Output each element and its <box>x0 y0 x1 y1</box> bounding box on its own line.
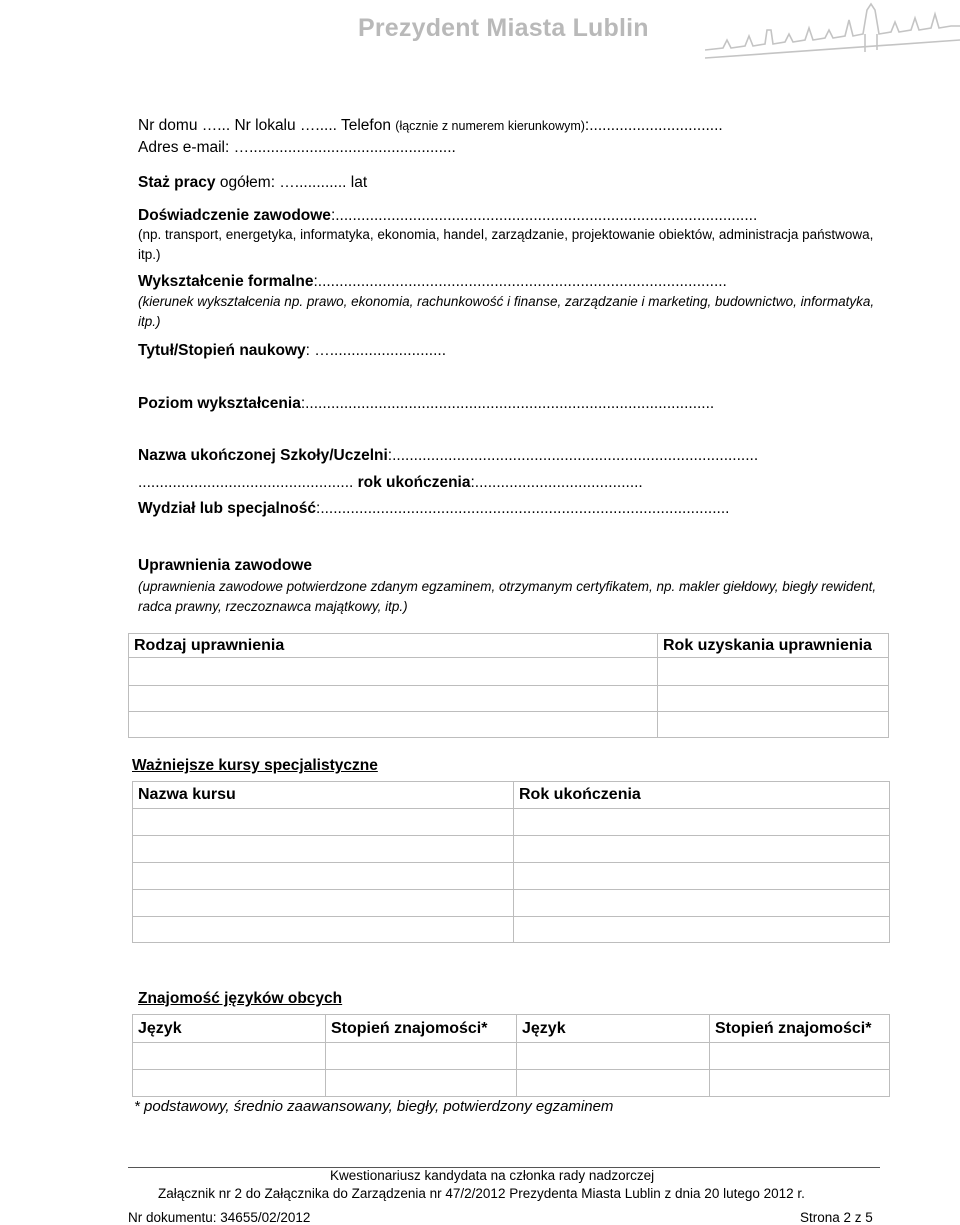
experience-line <box>138 207 757 225</box>
table-cell[interactable] <box>326 1043 517 1070</box>
email-line: Adres e-mail: …................................................ <box>138 139 456 156</box>
rights-heading: Uprawnienia zawodowe <box>138 557 312 574</box>
table-cell[interactable] <box>514 890 890 917</box>
education-level-line <box>138 395 714 413</box>
table-cell[interactable] <box>658 686 889 712</box>
phone-dots: :............................... <box>584 117 723 134</box>
contact-line <box>138 117 723 135</box>
graduation-year-line <box>138 474 643 492</box>
table-cell[interactable] <box>133 809 514 836</box>
courses-col-name: Nazwa kursu <box>133 782 514 809</box>
education-level-dots: :............................................................................................... <box>300 395 715 412</box>
table-cell[interactable] <box>133 890 514 917</box>
rights-table <box>128 633 889 738</box>
seniority-value: ogółem: …............ lat <box>215 174 368 191</box>
phone-hint: (łącznie z numerem kierunkowym) <box>395 119 585 133</box>
experience-note: (np. transport, energetyka, informatyka, ekonomia, handel, zarządzanie, projektowanie obiektów, administracja państwowa, itp.) <box>138 227 874 262</box>
graduation-year-dots: :....................................... <box>470 474 643 491</box>
house-phone-text: Nr domu …... Nr lokalu …..... Telefon <box>138 117 396 134</box>
table-cell[interactable] <box>129 658 658 686</box>
languages-col-level-1: Stopień znajomości* <box>326 1015 517 1043</box>
faculty-line <box>138 500 729 518</box>
table-cell[interactable] <box>710 1070 890 1097</box>
table-cell[interactable] <box>517 1070 710 1097</box>
school-label: Nazwa ukończonej Szkoły/Uczelni <box>138 447 388 464</box>
academic-title-line <box>138 342 446 360</box>
table-cell[interactable] <box>710 1043 890 1070</box>
courses-heading: Ważniejsze kursy specjalistyczne <box>132 757 378 774</box>
lublin-skyline-logo <box>705 0 960 80</box>
footer-attachment: Załącznik nr 2 do Załącznika do Zarządzenia nr 47/2/2012 Prezydenta Miasta Lublin z dnia 20 lutego 2012 r. <box>158 1186 805 1201</box>
table-cell[interactable] <box>658 712 889 738</box>
table-cell[interactable] <box>514 863 890 890</box>
formal-education-dots: :............................................................................................... <box>313 273 727 290</box>
footer-doc-number: Nr dokumentu: 34655/02/2012 <box>128 1210 311 1225</box>
table-cell[interactable] <box>658 658 889 686</box>
school-line <box>138 447 758 465</box>
table-cell[interactable] <box>129 686 658 712</box>
table-cell[interactable] <box>133 863 514 890</box>
table-cell[interactable] <box>514 836 890 863</box>
languages-col-language-2: Język <box>517 1015 710 1043</box>
table-cell[interactable] <box>133 1070 326 1097</box>
table-cell[interactable] <box>133 1043 326 1070</box>
experience-label: Doświadczenie zawodowe <box>138 207 331 224</box>
footer-form-title: Kwestionariusz kandydata na członka rady nadzorczej <box>330 1168 655 1183</box>
graduation-year-label: rok ukończenia <box>353 474 471 491</box>
table-cell[interactable] <box>133 917 514 943</box>
languages-table <box>132 1014 890 1097</box>
experience-dots: :.................................................................................................. <box>330 207 758 224</box>
footer-page-number: Strona 2 z 5 <box>800 1210 873 1225</box>
rights-col-type: Rodzaj uprawnienia <box>129 634 658 658</box>
languages-col-level-2: Stopień znajomości* <box>710 1015 890 1043</box>
faculty-dots: :............................................................................................... <box>316 500 730 517</box>
academic-title-label: Tytuł/Stopień naukowy <box>138 342 306 359</box>
table-cell[interactable] <box>326 1070 517 1097</box>
table-cell[interactable] <box>514 809 890 836</box>
header-title: Prezydent Miasta Lublin <box>358 14 649 42</box>
languages-heading: Znajomość języków obcych <box>138 990 343 1007</box>
formal-education-note: (kierunek wykształcenia np. prawo, ekonomia, rachunkowość i finanse, zarządzanie i marketing, budownictwo, informatyka, itp.) <box>138 294 875 329</box>
education-level-label: Poziom wykształcenia <box>138 395 301 412</box>
graduation-prefix-dots: .................................................. <box>138 474 354 491</box>
seniority-label: Staż pracy <box>138 174 216 191</box>
languages-footnote: * podstawowy, średnio zaawansowany, biegły, potwierdzony egzaminem <box>134 1098 614 1115</box>
table-cell[interactable] <box>133 836 514 863</box>
formal-education-line <box>138 273 727 291</box>
seniority-line <box>138 174 367 192</box>
table-cell[interactable] <box>514 917 890 943</box>
academic-title-dots: : …........................... <box>305 342 447 359</box>
school-dots: :..................................................................................... <box>387 447 759 464</box>
faculty-label: Wydział lub specjalność <box>138 500 317 517</box>
table-cell[interactable] <box>517 1043 710 1070</box>
courses-table <box>132 781 890 943</box>
table-cell[interactable] <box>129 712 658 738</box>
rights-note: (uprawnienia zawodowe potwierdzone zdanym egzaminem, otrzymanym certyfikatem, np. makler giełdowy, biegły rewident, radca prawny, rzeczoznawca majątkowy, itp.) <box>138 579 877 614</box>
courses-col-year: Rok ukończenia <box>514 782 890 809</box>
rights-col-year: Rok uzyskania uprawnienia <box>658 634 889 658</box>
languages-col-language-1: Język <box>133 1015 326 1043</box>
formal-education-label: Wykształcenie formalne <box>138 273 314 290</box>
